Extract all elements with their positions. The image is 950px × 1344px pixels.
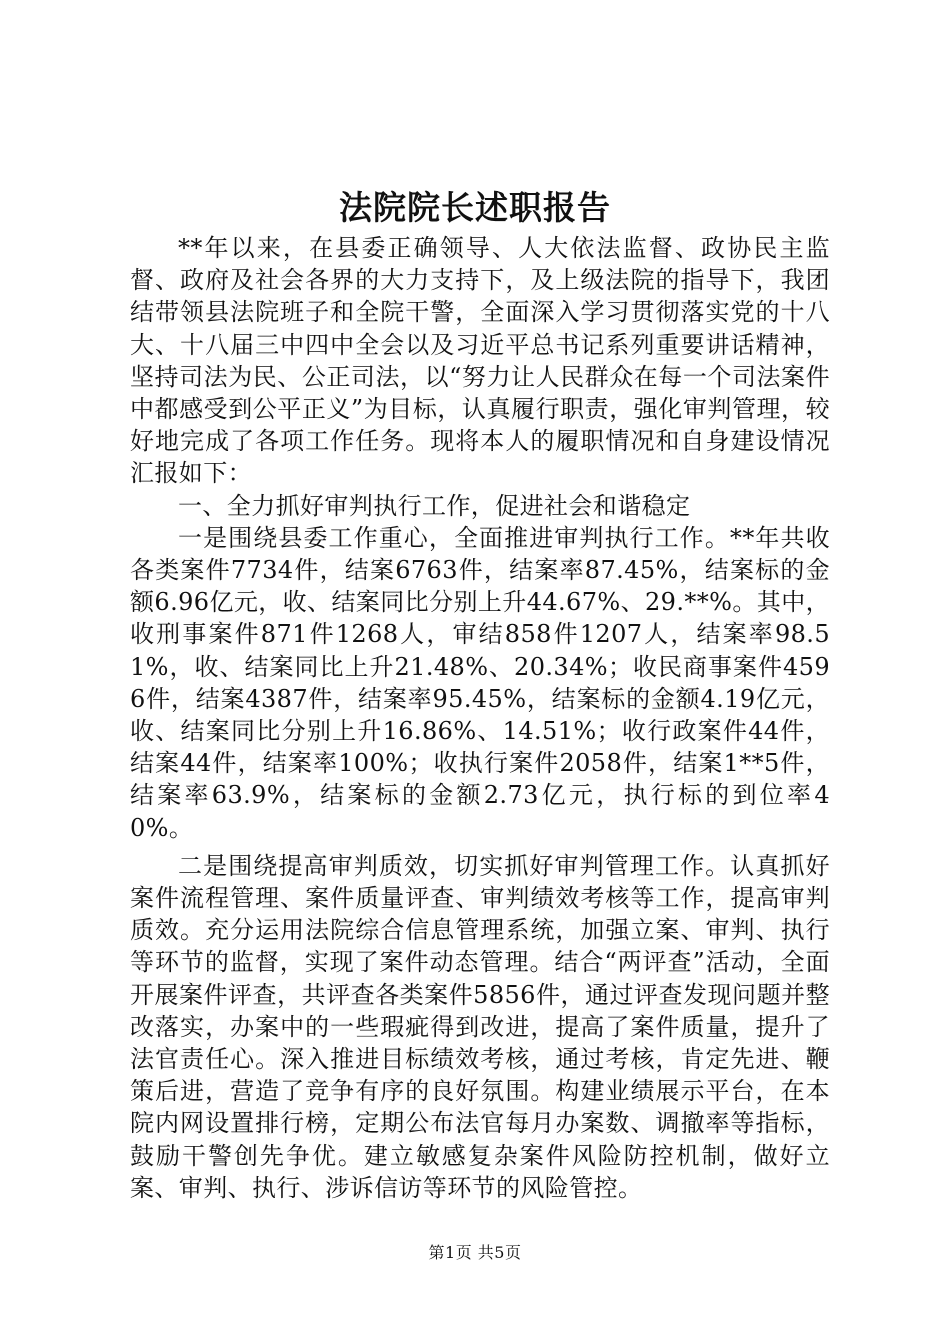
section-heading: 一、全力抓好审判执行工作，促进社会和谐稳定	[178, 491, 691, 520]
intro-paragraph: **年以来，在县委正确领导、人大依法监督、政协民主监督、政府及社会各界的大力支持下，及上级法院的指导下，我团结带领县法院班子和全院干警，全面深入学习贯彻落实党的十八大、十八届三中四中全会以及习近平总书记系列重要讲话精神，坚持司法为民、公正司法，以“努力让人民群众在每一个司法案件中都感受到公平正义”为目标，认真履行职责，强化审判管理，较好地完成了各项工作任务。现将本人的履职情况和自身建设情况汇报如下：	[130, 234, 830, 488]
body-paragraph-management: 二是围绕提高审判质效，切实抓好审判管理工作。认真抓好案件流程管理、案件质量评查、审判绩效考核等工作，提高审判质效。充分运用法院综合信息管理系统，加强立案、审判、执行等环节的监督，实现了案件动态管理。结合“两评查”活动，全面开展案件评查，共评查各类案件5856件，通过评查发现问题并整改落实，办案中的一些瑕疵得到改进，提高了案件质量，提升了法官责任心。深入推进目标绩效考核，通过考核，肯定先进、鞭策后进，营造了竞争有序的良好氛围。构建业绩展示平台，在本院内网设置排行榜，定期公布法官每月办案数、调撤率等指标，鼓励干警创先争优。建立敏感复杂案件风险防控机制，做好立案、审判、执行、涉诉信访等环节的风险管控。	[130, 851, 830, 1202]
body-paragraph-statistics: 一是围绕县委工作重心，全面推进审判执行工作。**年共收各类案件7734件，结案6763件，结案率87.45%，结案标的金额6.96亿元，收、结案同比分别上升44.67%、29.**%。其中，收刑事案件871件1268人，审结858件1207人，结案率98.51%，收、结案同比上升21.48%、20.34%；收民商事案件4596件，结案4387件，结案率95.45%，结案标的金额4.19亿元，收、结案同比分别上升16.86%、14.51%；收行政案件44件，结案44件，结案率100%；收执行案件2058件，结案1**5件，结案率63.9%，结案标的金额2.73亿元，执行标的到位率40%。	[130, 523, 830, 842]
document-title: 法院院长述职报告	[339, 188, 611, 227]
document-body	[130, 232, 830, 1204]
page-footer: 第1页 共5页	[428, 1243, 522, 1262]
